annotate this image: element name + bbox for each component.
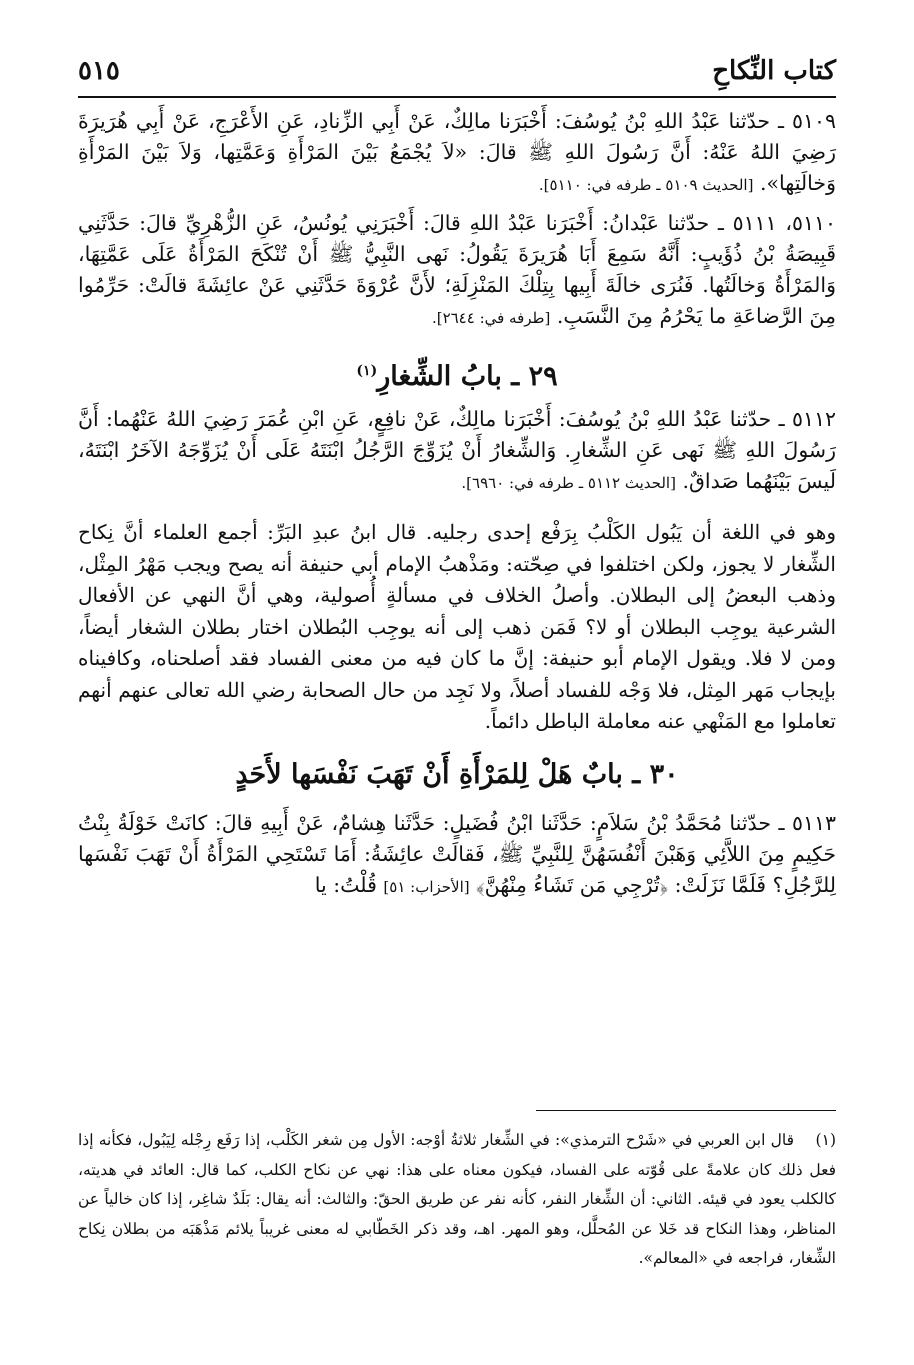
book-title: كتاب النِّكاحِ (712, 56, 836, 86)
hadith-reference: [طرفه في: ٢٦٤٤]. (431, 309, 551, 327)
chapter-heading-30 (78, 758, 836, 792)
hadith-text: ٥١١٣ ـ حدّثنا مُحَمَّدُ بْنُ سَلاَمٍ: حَدَّثَنا ابْنُ فُضَيلٍ: حَدَّثَنا هِشامٌ، عَنْ أَبِيهِ قالَ: كانَتْ خَوْلَةُ بِنْتُ حَكِيمٍ مِنَ اللاَّئِي وَهَبْنَ أَنْفُسَهُنَّ لِلنَّبِيِّ ﷺ، فَقالَتْ عائِشَةُ: أَمَا تَسْتَحِي المَرْأَةُ أَنْ تَهَبَ نَفْسَها لِلرَّجُلِ؟ فَلَمَّا نَزَلَتْ: (78, 810, 836, 897)
chapter-heading-29 (78, 354, 836, 392)
hadith-5112 (78, 404, 836, 499)
footnote-number: (١) (815, 1131, 836, 1149)
quran-reference: [الأحزاب: ٥١] (383, 877, 470, 896)
hadith-text: ٥١٠٩ ـ حدّثنا عَبْدُ اللهِ بْنُ يُوسُفَ: أَخْبَرَنا مالِكٌ، عَنْ أَبِي الزِّنادِ، عَنِ الأَعْرَجِ، عَنْ أَبِي هُرَيرَةَ رَضِيَ اللهُ عَنْهُ: أَنَّ رَسُولَ اللهِ ﷺ قالَ: «لاَ يُجْمَعُ بَيْنَ المَرْأَةِ وَعَمَّتِها، وَلاَ بَيْنَ المَرْأَةِ وَخالَتِها». (78, 109, 836, 195)
chapter-title: ٣٠ ـ بابٌ هَلْ لِلمَرْأَةِ أَنْ تَهَبَ نَفْسَها لأَحَدٍ (235, 758, 679, 790)
hadith-text-continued: قُلْتُ: يا (314, 872, 377, 897)
quran-quote: ﴿تُرْجِي مَن تَشَاءُ مِنْهُنَّ﴾ (476, 872, 669, 897)
hadith-5109 (78, 106, 836, 201)
footnote-item (78, 1126, 836, 1274)
footnote-marker: (١) (356, 363, 378, 379)
footnotes (78, 1126, 836, 1274)
hadith-5110 (78, 208, 836, 334)
commentary-paragraph: وهو في اللغة أن يَبُول الكَلْبُ بِرَفْع إحدى رجليه. قال ابنُ عبدِ البَرِّ: أجمع العلماء أنَّ نِكاح الشِّغار لا يجوز، ولكن اختلفوا في صِحّته: ومَذْهبُ الإمام أبي حنيفة أنه يصح ويجب مَهْرُ المِثْل، وذهب البعضُ إلى البطلان. وأصلُ الخلاف في مسألةٍ أُصولية، وهي أنَّ النهي عن الأفعال الشرعية يوجِب البطلان أو لا؟ فَمَن ذهب إلى أنه يوجِب البُطلان اختار بطلان الشغار أيضاً، ومن لا فلا. ويقول الإمام أبو حنيفة: إنَّ ما كان فيه من معنى الفساد فقد أصلحناه، وكافيناه بإيجاب مَهر المِثل، فلا وَجْه للفساد أصلاً، ولا نَجِد من حال الصحابة رضي الله تعالى عنهم أنهم تعاملوا مع المَنْهي عنه معاملة الباطل دائماً. (78, 520, 836, 733)
hadith-reference: [الحديث ٥١١٢ ـ طرفه في: ٦٩٦٠]. (461, 474, 676, 492)
hadith-text: ٥١١٢ ـ حدّثنا عَبْدُ اللهِ بْنُ يُوسُفَ: أَخْبَرَنا مالِكٌ، عَنْ نافِعٍ، عَنِ ابْنِ عُمَرَ رَضِيَ اللهُ عَنْهُما: أَنَّ رَسُولَ اللهِ ﷺ نَهى عَنِ الشِّغارِ. وَالشِّغارُ أَنْ يُزَوِّجَ الرَّجُلُ ابْنَتَهُ عَلَى أَنْ يُزَوِّجَهُ الآخَرُ ابْنَتَهُ، لَيسَ بَيْنَهُما صَداقٌ. (78, 407, 836, 493)
footnote-divider (536, 1110, 836, 1111)
page-header (78, 52, 836, 92)
page-number: ٥١٥ (78, 56, 120, 86)
footnote-text: قال ابن العربي في «شَرْح الترمذي»: في الشِّغار ثلاثةُ أوْجه: الأول مِن شغر الكَلْب، إذا رَفَع رِجْله لِيَبُول، فكأنه إذا فعل ذلك كان علامةً على قُوّته على الفساد، فيكون معناه على هذا: نهي عن نكاح الكلب، كما قال: العائد في هديته، كالكلب يعود في قيئه. الثاني: أن الشِّغار النفر، كأنه نفر عن طريق الحقّ: والثالث: أنه يقال: بَلَدٌ شاغِر، إذا كان خالياً عن المناظر، وهذا النكاح قد خَلا عن المُحلَّل، وهو المهر. اهـ، وقد ذكر الخَطّابي له معنى غريباً يلائم مَذْهَبَه من بطلان نِكاح الشِّغار، فراجعه في «المعالم». (78, 1131, 836, 1267)
chapter-title: ٢٩ ـ بابُ الشِّغارِ (377, 361, 558, 392)
main-text (78, 106, 836, 910)
header-divider (78, 96, 836, 98)
hadith-reference: [الحديث ٥١٠٩ ـ طرفه في: ٥١١٠]. (538, 176, 754, 194)
hadith-5113 (78, 808, 836, 903)
hadith-text: ٥١١٠، ٥١١١ ـ حدّثنا عَبْدانُ: أَخْبَرَنا عَبْدُ اللهِ قالَ: أَخْبَرَنِي يُونُسُ، عَنِ الزُّهْرِيِّ قالَ: حَدَّثَنِي قَبِيصَةُ بْنُ ذُؤَيبٍ: أَنَّهُ سَمِعَ أَبَا هُرَيرَةَ يَقُولُ: نَهى النَّبِيُّ ﷺ أَنْ تُنْكَحَ المَرْأَةُ عَلَى عَمَّتِهَا، وَالمَرْأَةُ وَخالَتُها. فَنُرَى خالَةَ أَبِيها بِتِلْكَ المَنْزِلَةِ؛ لأَنَّ عُرْوَةَ حَدَّثَنِي عَنْ عائِشَةَ قالَتْ: حَرِّمُوا مِنَ الرَّضاعَةِ ما يَحْرُمُ مِنَ النَّسَبِ. (78, 211, 836, 328)
